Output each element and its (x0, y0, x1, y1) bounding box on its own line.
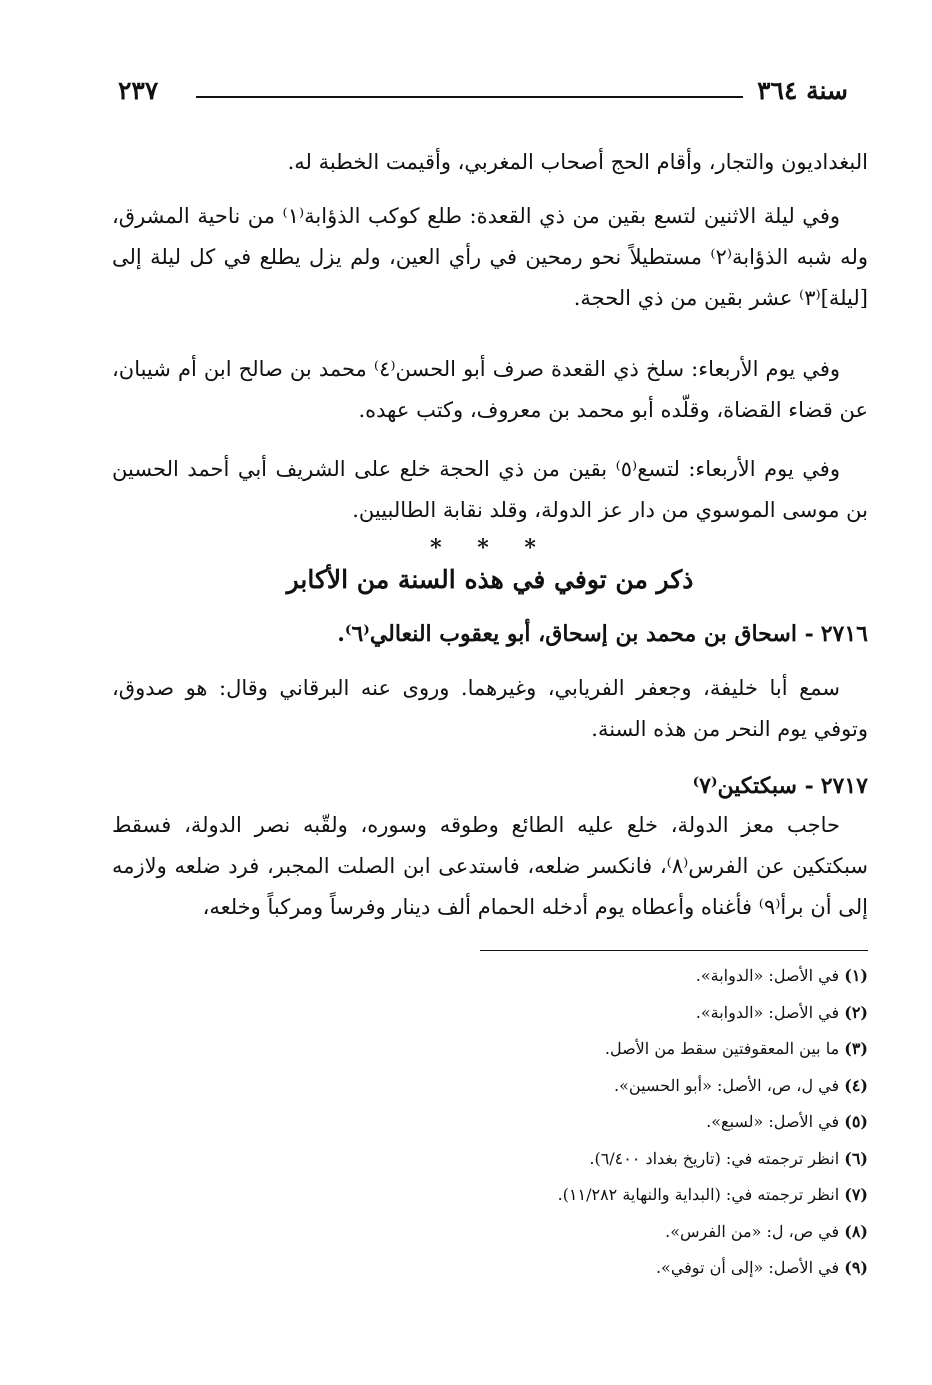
entry-name: سبكتكين⁽٧⁾ (692, 773, 797, 799)
paragraph-2: وفي ليلة الاثنين لتسع بقين من ذي القعدة: طلع كوكب الذؤابة⁽١⁾ من ناحية المشرق، وله شبه الذؤابة⁽٢⁾ مستطيلاً نحو رمحين في رأي العين، ولم يزل يطلع في كل ليلة إلى [ليلة]⁽٣⁾ عشر بقين من ذي الحجة. (112, 204, 868, 310)
paragraph-1: البغداديون والتجار، وأقام الحج أصحاب المغربي، وأقيمت الخطبة له. (287, 150, 868, 174)
entry-heading-2716: ٢٧١٦ - اسحاق بن محمد بن إسحاق، أبو يعقوب النعالي⁽٦⁾. (337, 621, 868, 647)
page-number: ٢٣٧ (118, 76, 159, 105)
entry-number: ٢٧١٦ (820, 621, 868, 647)
footnote-1: (١) في الأصل: «الدوابة». (695, 966, 868, 985)
running-head-year: سنة ٣٦٤ (757, 76, 848, 105)
page-header (118, 72, 848, 112)
entry-heading-2717: ٢٧١٧ - سبكتكين⁽٧⁾ (692, 773, 868, 799)
footnote-6: (٦) انظر ترجمته في: (تاريخ بغداد ٦/٤٠٠). (589, 1148, 868, 1168)
footnote-7: (٧) انظر ترجمته في: (البداية والنهاية ١١/٢٨٢). (557, 1185, 868, 1204)
footnote-8: (٨) في ص، ل: «من الفرس». (665, 1221, 868, 1241)
entry-name: اسحاق بن محمد بن إسحاق، أبو يعقوب النعالي⁽٦⁾. (337, 621, 797, 647)
footnote-rule (480, 950, 868, 951)
entry-number: ٢٧١٧ (820, 773, 868, 799)
section-separator: * * * (430, 535, 550, 561)
entry-text-2717: حاجب معز الدولة، خلع عليه الطائع وطوقه وسوره، ولقّبه نصر الدولة، فسقط سبكتكين عن الفرس⁽٨⁾، فانكسر ضلعه، فاستدعى ابن الصلت المجبر، فرد ضلعه ولازمه إلى أن برأ⁽٩⁾ فأغناه وأعطاه يوم أدخله الحمام ألف دينار وفرساً ومركباً وخلعه، (112, 813, 868, 919)
footnotes-list (148, 958, 868, 1287)
footnote-5: (٥) في الأصل: «لسبع». (706, 1112, 868, 1131)
paragraph-4: وفي يوم الأربعاء: لتسع⁽٥⁾ بقين من ذي الحجة خلع على الشريف أبي أحمد الحسين بن موسى الموسوي من دار عز الدولة، وقلد نقابة الطالبيين. (112, 457, 868, 522)
entry-text-2716: سمع أبا خليفة، وجعفر الفريابي، وغيرهما. وروى عنه البرقاني وقال: هو صدوق، وتوفي يوم النحر من هذه السنة. (112, 676, 868, 741)
footnote-4: (٤) في ل، ص، الأصل: «أبو الحسين». (614, 1075, 868, 1095)
footnote-3: (٣) ما بين المعقوفتين سقط من الأصل. (604, 1039, 868, 1058)
paragraph-3: وفي يوم الأربعاء: سلخ ذي القعدة صرف أبو الحسن⁽٤⁾ محمد بن صالح ابن أم شيبان، عن قضاء القضاة، وقلّده أبو محمد بن معروف، وكتب عهده. (112, 357, 868, 422)
footnote-9: (٩) في الأصل: «إلى أن توفي». (655, 1258, 868, 1277)
section-heading: ذكر من توفي في هذه السنة من الأكابر (286, 565, 694, 594)
header-rule (196, 96, 743, 98)
footnote-2: (٢) في الأصل: «الدوابة». (695, 1002, 868, 1022)
